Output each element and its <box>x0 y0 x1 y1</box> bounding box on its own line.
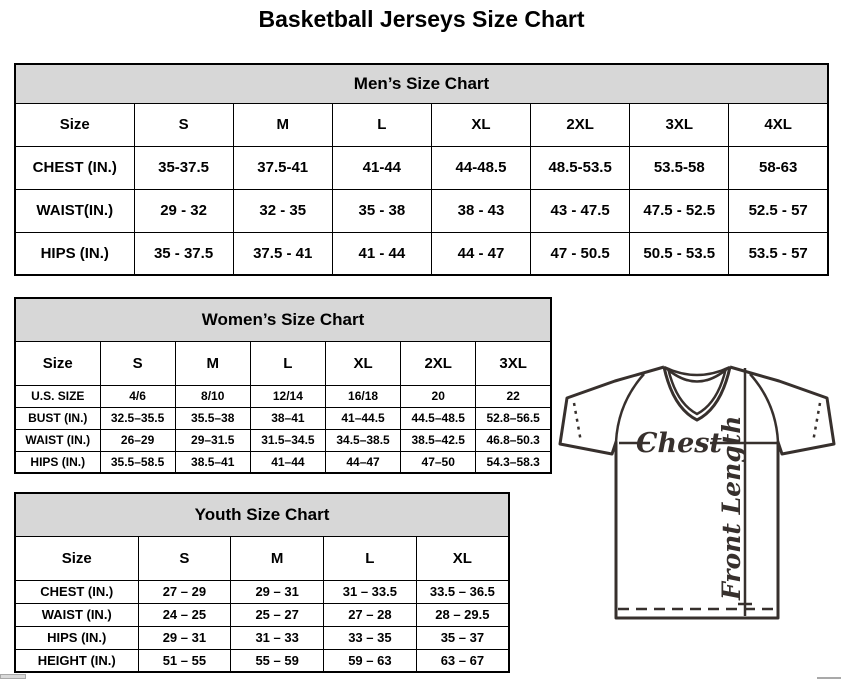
size-value-cell: 35.5–38 <box>175 407 250 429</box>
row-label: WAIST (IN.) <box>15 429 100 451</box>
table-title: Youth Size Chart <box>15 493 509 536</box>
size-value-cell: 31.5–34.5 <box>250 429 325 451</box>
size-header-cell: Size <box>15 341 100 385</box>
size-value-cell: 25 – 27 <box>231 603 324 626</box>
row-label: HIPS (IN.) <box>15 451 100 473</box>
size-header-cell: L <box>250 341 325 385</box>
size-value-cell: 28 – 29.5 <box>416 603 509 626</box>
size-header-cell: XL <box>325 341 400 385</box>
size-value-cell: 29 - 32 <box>134 189 233 232</box>
size-header-cell: 4XL <box>729 103 828 146</box>
size-header-cell: XL <box>431 103 530 146</box>
size-header-cell: Size <box>15 103 134 146</box>
size-value-cell: 51 – 55 <box>138 649 231 672</box>
horizontal-scrollbar-fragment[interactable] <box>0 674 26 679</box>
table-title: Women’s Size Chart <box>15 298 551 341</box>
size-value-cell: 44 - 47 <box>431 232 530 275</box>
size-value-cell: 33 – 35 <box>324 626 417 649</box>
size-value-cell: 50.5 - 53.5 <box>630 232 729 275</box>
size-value-cell: 35 - 37.5 <box>134 232 233 275</box>
size-header-cell: M <box>175 341 250 385</box>
size-value-cell: 44-48.5 <box>431 146 530 189</box>
size-value-cell: 41 - 44 <box>332 232 431 275</box>
jersey-right-cuff-dashes <box>813 403 820 442</box>
size-value-cell: 35-37.5 <box>134 146 233 189</box>
row-label: U.S. SIZE <box>15 385 100 407</box>
womens-size-table <box>14 297 552 474</box>
size-header-cell: M <box>231 536 324 580</box>
size-value-cell: 47.5 - 52.5 <box>630 189 729 232</box>
size-value-cell: 32.5–35.5 <box>100 407 175 429</box>
size-header-cell: 2XL <box>401 341 476 385</box>
row-label: HIPS (IN.) <box>15 626 138 649</box>
size-value-cell: 24 – 25 <box>138 603 231 626</box>
jersey-outline-icon <box>556 358 840 630</box>
size-value-cell: 29 – 31 <box>138 626 231 649</box>
mens-size-table <box>14 63 829 276</box>
row-label: CHEST (IN.) <box>15 580 138 603</box>
size-value-cell: 37.5-41 <box>233 146 332 189</box>
size-header-cell: Size <box>15 536 138 580</box>
size-value-cell: 27 – 28 <box>324 603 417 626</box>
size-value-cell: 41-44 <box>332 146 431 189</box>
size-value-cell: 55 – 59 <box>231 649 324 672</box>
size-header-cell: 3XL <box>630 103 729 146</box>
size-value-cell: 53.5-58 <box>630 146 729 189</box>
size-header-cell: S <box>100 341 175 385</box>
size-value-cell: 48.5-53.5 <box>531 146 630 189</box>
size-header-cell: L <box>332 103 431 146</box>
size-value-cell: 41–44 <box>250 451 325 473</box>
size-value-cell: 54.3–58.3 <box>476 451 551 473</box>
size-value-cell: 58-63 <box>729 146 828 189</box>
size-value-cell: 47–50 <box>401 451 476 473</box>
size-value-cell: 35.5–58.5 <box>100 451 175 473</box>
size-header-cell: M <box>233 103 332 146</box>
size-value-cell: 35 - 38 <box>332 189 431 232</box>
size-value-cell: 31 – 33 <box>231 626 324 649</box>
size-value-cell: 8/10 <box>175 385 250 407</box>
size-value-cell: 52.8–56.5 <box>476 407 551 429</box>
size-header-cell: S <box>134 103 233 146</box>
row-label: WAIST (IN.) <box>15 603 138 626</box>
size-value-cell: 63 – 67 <box>416 649 509 672</box>
size-header-cell: 3XL <box>476 341 551 385</box>
row-label: BUST (IN.) <box>15 407 100 429</box>
size-value-cell: 44–47 <box>325 451 400 473</box>
page-title: Basketball Jerseys Size Chart <box>258 6 585 32</box>
size-value-cell: 26–29 <box>100 429 175 451</box>
size-header-cell: 2XL <box>531 103 630 146</box>
size-value-cell: 47 - 50.5 <box>531 232 630 275</box>
size-value-cell: 34.5–38.5 <box>325 429 400 451</box>
jersey-right-armhole-seam <box>750 374 778 442</box>
size-value-cell: 41–44.5 <box>325 407 400 429</box>
size-value-cell: 43 - 47.5 <box>531 189 630 232</box>
jersey-body-outline <box>560 367 834 618</box>
size-value-cell: 16/18 <box>325 385 400 407</box>
youth-size-table <box>14 492 510 673</box>
size-value-cell: 33.5 – 36.5 <box>416 580 509 603</box>
row-label: WAIST(IN.) <box>15 189 134 232</box>
size-value-cell: 38–41 <box>250 407 325 429</box>
size-header-cell: S <box>138 536 231 580</box>
row-label: CHEST (IN.) <box>15 146 134 189</box>
size-value-cell: 37.5 - 41 <box>233 232 332 275</box>
front-length-label: Front Length <box>717 415 746 600</box>
size-value-cell: 27 – 29 <box>138 580 231 603</box>
size-value-cell: 31 – 33.5 <box>324 580 417 603</box>
size-header-cell: L <box>324 536 417 580</box>
size-value-cell: 38 - 43 <box>431 189 530 232</box>
jersey-left-cuff-dashes <box>574 403 581 442</box>
size-value-cell: 53.5 - 57 <box>729 232 828 275</box>
size-value-cell: 38.5–41 <box>175 451 250 473</box>
size-value-cell: 46.8–50.3 <box>476 429 551 451</box>
size-header-cell: XL <box>416 536 509 580</box>
chest-label: Chest <box>636 428 722 459</box>
size-value-cell: 35 – 37 <box>416 626 509 649</box>
size-value-cell: 29–31.5 <box>175 429 250 451</box>
jersey-measurement-diagram <box>556 358 840 630</box>
size-value-cell: 52.5 - 57 <box>729 189 828 232</box>
size-value-cell: 12/14 <box>250 385 325 407</box>
row-label: HEIGHT (IN.) <box>15 649 138 672</box>
size-value-cell: 4/6 <box>100 385 175 407</box>
row-label: HIPS (IN.) <box>15 232 134 275</box>
table-title: Men’s Size Chart <box>15 64 828 103</box>
size-value-cell: 22 <box>476 385 551 407</box>
size-value-cell: 44.5–48.5 <box>401 407 476 429</box>
size-value-cell: 29 – 31 <box>231 580 324 603</box>
size-value-cell: 20 <box>401 385 476 407</box>
size-value-cell: 38.5–42.5 <box>401 429 476 451</box>
size-value-cell: 59 – 63 <box>324 649 417 672</box>
size-value-cell: 32 - 35 <box>233 189 332 232</box>
